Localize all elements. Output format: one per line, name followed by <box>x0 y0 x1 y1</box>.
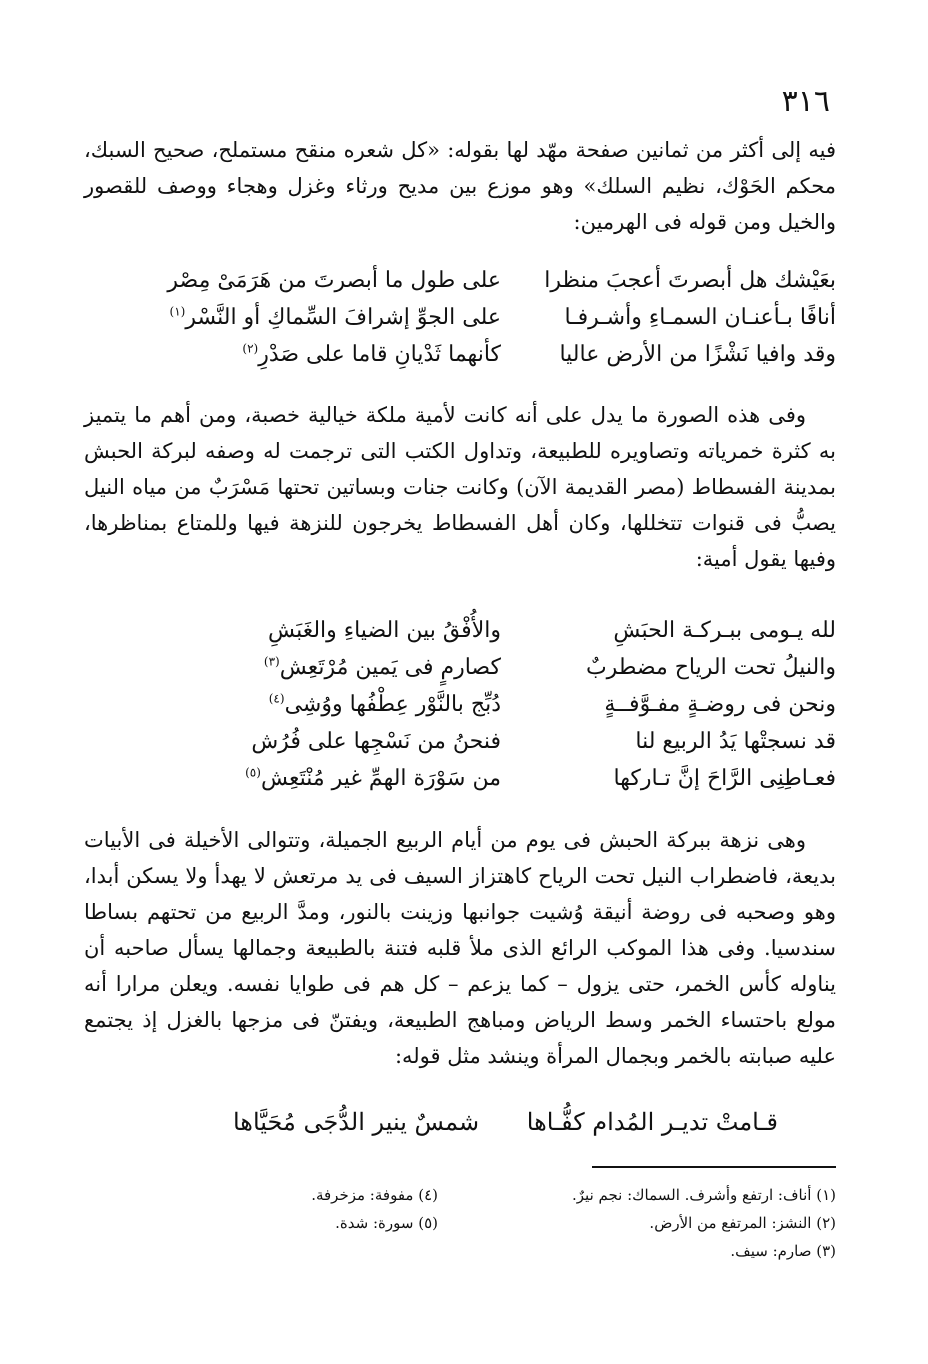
poem-pyramids <box>84 268 836 379</box>
footnote-divider <box>592 1166 836 1168</box>
footnotes-column-left <box>311 1181 438 1237</box>
verse-first-hemistich: قد نسجتْها يَدُ الربيع لنا <box>635 729 836 754</box>
verse-first-hemistich: بعَيْشك هل أبصرتَ أعجبَ منظرا <box>544 268 836 293</box>
intro-paragraph <box>84 132 836 240</box>
verse-first-hemistich: والنيلُ تحت الرياح مضطربٌ <box>585 655 836 680</box>
verse-second-hemistich: على الجوِّ إشرافَ السِّماكِ أو النَّسْر$^{(١)}$ <box>169 304 501 330</box>
verse-first-hemistich: قـامتْ تديـر المُدام كفُّـاها <box>526 1108 778 1136</box>
footnote-marker: (٥) <box>245 765 261 780</box>
paragraph-text: وهى نزهة ببركة الحبش فى يوم من أيام الربيع الجميلة، وتتوالى الأخيلة فى الأبيات بديعة، فاضطراب النيل تحت الرياح كاهتزاز السيف فى يد مرتعش لا يهدأ ولا يسكن أبدا، وهو وصحبه فى روضة أنيقة وُشيت جوانبها وزينت بالنور، ومدَّ الربيع من تحتهم بساطا سندسيا. وفى هذا الموكب الرائع الذى ملأ قلبه فتنة بالطبيعة وجمالها يسأل صاحبه أن يناوله كأس الخمر، حتى يزول – كما يزعم – كل هم فى طوايا نفسه. ويعلن مرارا أنه مولع باحتساء الخمر وسط الرياض ومباهج الطبيعة، ويفتنّ فى مزجها بالغزل إذ يجتمع عليه صبابته بالخمر وبجمال المرأة وينشد مثل قوله: <box>84 828 836 1068</box>
footnotes-column-right <box>572 1181 836 1265</box>
verse-line <box>84 305 836 342</box>
verse-second-hemistich: فنحنُ من نَسْجِها على فُرُش <box>251 729 501 754</box>
verse-line <box>84 268 836 305</box>
paragraph-commentary <box>84 822 836 1074</box>
verse-second-hemistich: دُبِّج بالنَّوْر عِطْفُها ووُشِى$^{(٤)}$ <box>268 691 501 717</box>
footnote-marker: (٣) <box>263 654 280 669</box>
verse-second-hemistich: على طول ما أبصرتَ من هَرَمَىْ مِصْر <box>167 268 501 293</box>
footnote: (٥) سورة: شدة. <box>335 1214 438 1232</box>
verse-line <box>84 655 836 692</box>
verse-first-hemistich: أنافًا بـأعنـان السمـاءِ وأشـرفـا <box>564 305 836 330</box>
footnote: (٤) مفوفة: مزخرفة. <box>311 1186 438 1204</box>
verse-line <box>84 692 836 729</box>
poem-birkat-al-habash <box>84 618 836 803</box>
verse-second-hemistich: والأُفْقُ بين الضياءِ والغَبَشِ <box>268 618 501 643</box>
footnote: (٣) صارم: سيف. <box>730 1242 836 1260</box>
verse-line <box>84 342 836 379</box>
verse-second-hemistich: كصارمٍ فى يَمين مُرْتَعِش$^{(٣)}$ <box>263 654 501 680</box>
verse-first-hemistich: ونحن فى روضـةٍ مفـوَّفــةٍ <box>604 692 836 717</box>
footnote: (٢) النشز: المرتفع من الأرض. <box>649 1214 836 1232</box>
footnote-marker: (١) <box>169 304 186 319</box>
verse-final <box>233 1108 778 1136</box>
verse-line <box>84 729 836 766</box>
verse-line <box>84 766 836 803</box>
footnote-marker: (٤) <box>268 691 285 706</box>
footnote-marker: (٢) <box>242 341 259 356</box>
page-number: ٣١٦ <box>781 84 830 119</box>
verse-first-hemistich: فعـاطِنِى الرَّاحَ إنَّ تـاركها <box>613 766 836 791</box>
intro-paragraph-text: فيه إلى أكثر من ثمانين صفحة مهّد لها بقوله: «كل شعره منقح مستملح، صحيح السبك، محكم الحَوْك، نظيم السلك» وهو موزع بين مديح ورثاء وغزل وهجاء ووصف للقصور والخيل ومن قوله فى الهرمين: <box>84 138 836 234</box>
verse-line <box>84 618 836 655</box>
verse-second-hemistich: من سَوْرَة الهمِّ غير مُنْتَعِش$^{(٥)}$ <box>245 765 501 791</box>
verse-second-hemistich: كأنهما ثَدْيانِ قاما على صَدْرِ$^{(٢)}$ <box>242 341 501 367</box>
paragraph-birkat-al-habash <box>84 397 836 577</box>
verse-first-hemistich: لله يـومى ببـركـة الحبَشِ <box>613 618 836 643</box>
verse-first-hemistich: وقد وافيا نَشْزًا من الأرض عاليا <box>559 342 836 367</box>
paragraph-text: وفى هذه الصورة ما يدل على أنه كانت لأمية ملكة خيالية خصبة، ومن أهم ما يتميز به كثرة خمرياته وتصاويره للطبيعة، وتداول الكتب التى ترجمت له وصفه لبركة الحبش بمدينة الفسطاط (مصر القديمة الآن) وكانت جنات وبساتين تحتها مَسْرَبٌ من مياه النيل يصبُّ فى قنوات تتخللها، وكان أهل الفسطاط يخرجون للنزهة فيها وللمتاع بمناظرها، وفيها يقول أمية: <box>84 403 836 571</box>
footnote: (١) أناف: ارتفع وأشرف. السماك: نجم نيرٌ. <box>572 1186 836 1204</box>
verse-second-hemistich: شمسٌ ينير الدُّجَى مُحَيَّاها <box>232 1108 480 1136</box>
